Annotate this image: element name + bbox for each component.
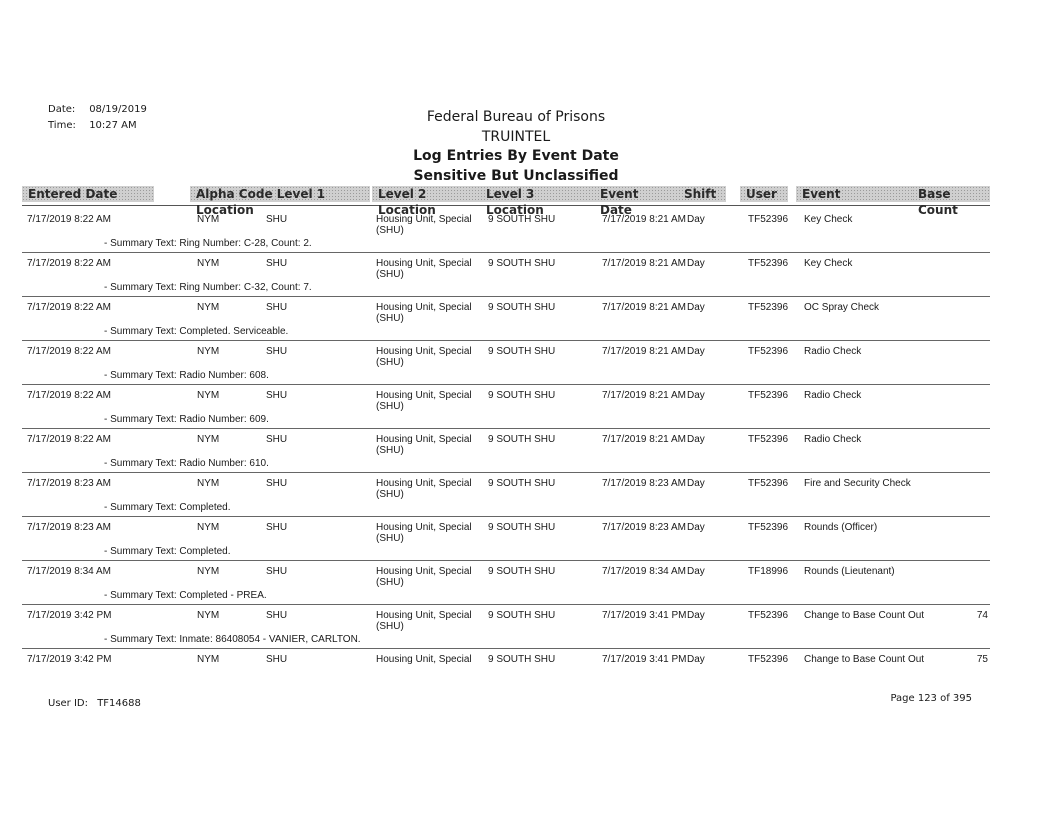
entered-date: 7/17/2019 8:22 AM bbox=[27, 214, 111, 225]
header-user: User bbox=[740, 186, 788, 202]
level2-location: Housing Unit, Special (SHU) bbox=[376, 258, 472, 280]
entered-date: 7/17/2019 8:22 AM bbox=[27, 390, 111, 401]
report-title bbox=[380, 108, 652, 186]
level2-location: Housing Unit, Special (SHU) bbox=[376, 610, 472, 632]
user: TF52396 bbox=[748, 214, 789, 225]
base-count: 74 bbox=[976, 610, 988, 621]
level2-location: Housing Unit, Special (SHU) bbox=[376, 390, 472, 412]
table-row bbox=[22, 385, 990, 429]
entered-date: 7/17/2019 3:42 PM bbox=[27, 654, 112, 665]
level1-location: SHU bbox=[266, 654, 288, 665]
alpha-code: NYM bbox=[197, 214, 220, 225]
table-row bbox=[22, 253, 990, 297]
footer-user-id bbox=[48, 698, 141, 709]
summary-text: - Summary Text: Radio Number: 609. bbox=[104, 414, 269, 425]
user: TF52396 bbox=[748, 258, 789, 269]
entered-date: 7/17/2019 3:42 PM bbox=[27, 610, 112, 621]
shift: Day bbox=[687, 566, 705, 577]
shift: Day bbox=[687, 654, 705, 665]
alpha-code: NYM bbox=[197, 478, 220, 489]
entered-date: 7/17/2019 8:23 AM bbox=[27, 478, 111, 489]
level1-location: SHU bbox=[266, 478, 288, 489]
user-id-label: User ID: bbox=[48, 698, 88, 709]
table-row bbox=[22, 209, 990, 253]
entered-date: 7/17/2019 8:22 AM bbox=[27, 346, 111, 357]
title-classification: Sensitive But Unclassified bbox=[413, 167, 619, 184]
table-row bbox=[22, 297, 990, 341]
date-value: 08/19/2019 bbox=[89, 104, 147, 115]
shift: Day bbox=[687, 610, 705, 621]
table-row bbox=[22, 473, 990, 517]
level2-location: Housing Unit, Special (SHU) bbox=[376, 302, 472, 324]
event-date: 7/17/2019 8:21 AM bbox=[602, 434, 686, 445]
event-date: 7/17/2019 8:21 AM bbox=[602, 390, 686, 401]
level2-location: Housing Unit, Special (SHU) bbox=[376, 434, 472, 456]
header-level2: Level 2 Location bbox=[372, 186, 484, 202]
alpha-code: NYM bbox=[197, 390, 220, 401]
title-report-name: Log Entries By Event Date bbox=[413, 148, 619, 164]
level3-location: 9 SOUTH SHU bbox=[488, 214, 556, 225]
alpha-code: NYM bbox=[197, 302, 220, 313]
level1-location: SHU bbox=[266, 258, 288, 269]
event: Key Check bbox=[804, 214, 853, 225]
event-date: 7/17/2019 8:21 AM bbox=[602, 214, 686, 225]
event-date: 7/17/2019 8:23 AM bbox=[602, 522, 686, 533]
summary-text: - Summary Text: Completed. Serviceable. bbox=[104, 326, 289, 337]
entered-date: 7/17/2019 8:22 AM bbox=[27, 302, 111, 313]
event: Rounds (Lieutenant) bbox=[804, 566, 895, 577]
user: TF52396 bbox=[748, 522, 789, 533]
entered-date: 7/17/2019 8:34 AM bbox=[27, 566, 111, 577]
event-date: 7/17/2019 3:41 PM bbox=[602, 610, 687, 621]
level1-location: SHU bbox=[266, 390, 288, 401]
level3-location: 9 SOUTH SHU bbox=[488, 390, 556, 401]
header-event-date: Event Date bbox=[594, 186, 678, 202]
event-date: 7/17/2019 8:21 AM bbox=[602, 302, 686, 313]
time-label: Time: bbox=[48, 120, 76, 131]
alpha-code: NYM bbox=[197, 610, 220, 621]
level2-location: Housing Unit, Special (SHU) bbox=[376, 522, 472, 544]
shift: Day bbox=[687, 478, 705, 489]
time-value: 10:27 AM bbox=[89, 120, 137, 131]
level1-location: SHU bbox=[266, 302, 288, 313]
event: Rounds (Officer) bbox=[804, 522, 878, 533]
alpha-code: NYM bbox=[197, 654, 220, 665]
level1-location: SHU bbox=[266, 214, 288, 225]
base-count: 75 bbox=[976, 654, 988, 665]
level3-location: 9 SOUTH SHU bbox=[488, 434, 556, 445]
level1-location: SHU bbox=[266, 566, 288, 577]
header-entered-date: Entered Date bbox=[22, 186, 154, 202]
event-date: 7/17/2019 3:41 PM bbox=[602, 654, 687, 665]
event: Change to Base Count Out bbox=[804, 654, 925, 665]
header-base-count: Base Count bbox=[912, 186, 990, 202]
event: Fire and Security Check bbox=[804, 478, 911, 489]
level2-location: Housing Unit, Special (SHU) bbox=[376, 566, 472, 588]
shift: Day bbox=[687, 390, 705, 401]
event: Radio Check bbox=[804, 390, 862, 401]
level3-location: 9 SOUTH SHU bbox=[488, 346, 556, 357]
title-agency: Federal Bureau of Prisons bbox=[426, 109, 606, 125]
table-header bbox=[22, 185, 990, 217]
report-date bbox=[48, 104, 147, 115]
table-row bbox=[22, 605, 990, 649]
summary-text: - Summary Text: Ring Number: C-32, Count: 7. bbox=[104, 282, 312, 293]
table-row bbox=[22, 517, 990, 561]
summary-text: - Summary Text: Radio Number: 610. bbox=[104, 458, 269, 469]
alpha-code: NYM bbox=[197, 566, 220, 577]
level3-location: 9 SOUTH SHU bbox=[488, 478, 556, 489]
report-time bbox=[48, 120, 137, 131]
event-date: 7/17/2019 8:21 AM bbox=[602, 346, 686, 357]
table-row bbox=[22, 561, 990, 605]
level1-location: SHU bbox=[266, 610, 288, 621]
table-row bbox=[22, 429, 990, 473]
summary-text: - Summary Text: Completed. bbox=[104, 502, 231, 513]
shift: Day bbox=[687, 258, 705, 269]
summary-text: - Summary Text: Radio Number: 608. bbox=[104, 370, 269, 381]
level3-location: 9 SOUTH SHU bbox=[488, 610, 556, 621]
shift: Day bbox=[687, 302, 705, 313]
entered-date: 7/17/2019 8:23 AM bbox=[27, 522, 111, 533]
title-system: TRUINTEL bbox=[481, 128, 551, 145]
event: OC Spray Check bbox=[804, 302, 880, 313]
summary-text: - Summary Text: Inmate: 86408054 - VANIER, CARLTON. bbox=[104, 634, 361, 645]
entered-date: 7/17/2019 8:22 AM bbox=[27, 434, 111, 445]
user: TF52396 bbox=[748, 610, 789, 621]
event-date: 7/17/2019 8:34 AM bbox=[602, 566, 686, 577]
event: Radio Check bbox=[804, 346, 862, 357]
alpha-code: NYM bbox=[197, 434, 220, 445]
user: TF52396 bbox=[748, 434, 789, 445]
level2-location: Housing Unit, Special (SHU) bbox=[376, 346, 472, 368]
level1-location: SHU bbox=[266, 346, 288, 357]
shift: Day bbox=[687, 214, 705, 225]
level1-location: SHU bbox=[266, 522, 288, 533]
level3-location: 9 SOUTH SHU bbox=[488, 302, 556, 313]
alpha-code: NYM bbox=[197, 522, 220, 533]
user-id-value: TF14688 bbox=[97, 698, 141, 709]
user: TF52396 bbox=[748, 654, 789, 665]
level2-location: Housing Unit, Special (SHU) bbox=[376, 214, 472, 236]
level3-location: 9 SOUTH SHU bbox=[488, 522, 556, 533]
level2-location: Housing Unit, Special (SHU) bbox=[376, 478, 472, 500]
alpha-code: NYM bbox=[197, 346, 220, 357]
user: TF18996 bbox=[748, 566, 789, 577]
entered-date: 7/17/2019 8:22 AM bbox=[27, 258, 111, 269]
level3-location: 9 SOUTH SHU bbox=[488, 258, 556, 269]
user: TF52396 bbox=[748, 478, 789, 489]
event: Key Check bbox=[804, 258, 853, 269]
user: TF52396 bbox=[748, 390, 789, 401]
event-date: 7/17/2019 8:23 AM bbox=[602, 478, 686, 489]
level1-location: SHU bbox=[266, 434, 288, 445]
level3-location: 9 SOUTH SHU bbox=[488, 654, 556, 665]
shift: Day bbox=[687, 434, 705, 445]
shift: Day bbox=[687, 522, 705, 533]
level3-location: 9 SOUTH SHU bbox=[488, 566, 556, 577]
summary-text: - Summary Text: Completed - PREA. bbox=[104, 590, 267, 601]
level2-location: Housing Unit, Special bbox=[376, 654, 472, 665]
alpha-code: NYM bbox=[197, 258, 220, 269]
header-shift: Shift bbox=[678, 186, 726, 202]
user: TF52396 bbox=[748, 346, 789, 357]
event: Radio Check bbox=[804, 434, 862, 445]
user: TF52396 bbox=[748, 302, 789, 313]
table-row bbox=[22, 649, 990, 673]
summary-text: - Summary Text: Ring Number: C-28, Count: 2. bbox=[104, 238, 312, 249]
header-level3: Level 3 Location bbox=[480, 186, 596, 202]
event: Change to Base Count Out bbox=[804, 610, 925, 621]
date-label: Date: bbox=[48, 104, 76, 115]
page-number: Page 123 of 395 bbox=[890, 693, 972, 704]
table-row bbox=[22, 341, 990, 385]
event-date: 7/17/2019 8:21 AM bbox=[602, 258, 686, 269]
header-event: Event bbox=[796, 186, 918, 202]
shift: Day bbox=[687, 346, 705, 357]
summary-text: - Summary Text: Completed. bbox=[104, 546, 231, 557]
header-alpha-level1: Alpha Code Level 1 Location bbox=[190, 186, 370, 202]
